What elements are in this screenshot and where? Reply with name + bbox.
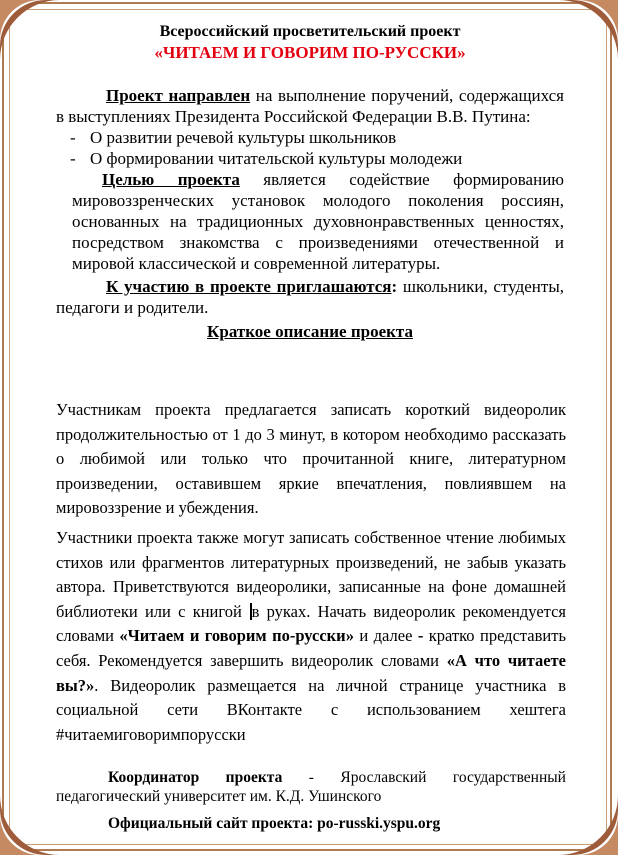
desc-text: Участники проекта также могут записать собственное чтение любимых стихов или фрагментов литературных произведений, не забыв указать автора. Приветствуются видеоролики, записанные на фоне домашней библиотеки или с книгой — [56, 527, 566, 621]
instructions-list — [56, 127, 564, 169]
intro-text: на выполнение поручений, содержащихся в выступлениях Президента Российской Федерации В.В. Путина: — [56, 86, 565, 126]
project-title: «ЧИТАЕМ И ГОВОРИМ ПО-РУССКИ» — [154, 43, 466, 62]
coordinator-lead: Координатор проекта — [108, 769, 283, 786]
desc-text: . Видеоролик размещается на личной странице участника в социальной сети ВКонтакте с использованием хештега #читаемиговоримпорусски — [56, 675, 566, 744]
desc-text: кратко представить себя. Рекомендуется завершить видеоролик словами — [56, 626, 566, 670]
intro-paragraph — [56, 85, 564, 127]
description-paragraph-1: Участникам проекта предлагается записать короткий видеоролик продолжительностью от 1 до 3 минут, в котором необходимо рассказать о любимой или только что прочитанной книге, литературном произведении, оставившем яркие впечатления, повлиявшем на мировоззрение и убеждения. — [56, 400, 566, 518]
goal-text: является содействие формированию мировоззренческих установок молодого поколения россиян, основанных на традиционных духовнонравственных ценностях, посредством знакомства с произведениями отечественной и мировой классической и современной литературы. — [72, 170, 564, 273]
participants-text: школьники, студенты, педагоги и родители. — [56, 277, 565, 317]
official-site: Официальный сайт проекта: po-russki.yspu.org — [108, 815, 441, 832]
description-heading: Краткое описание проекта — [207, 322, 413, 341]
participants-paragraph — [56, 276, 564, 318]
phrase-end: «А что читаете вы?» — [56, 650, 566, 695]
coordinator-block — [56, 768, 566, 806]
list-item: - О развитии речевой культуры школьников — [56, 127, 564, 148]
document-body — [56, 22, 564, 342]
project-type-heading: Всероссийский просветительский проект — [159, 23, 461, 40]
participants-lead: К участию в проекте приглашаются — [106, 277, 392, 296]
corner-ornament-top-left — [0, 0, 64, 64]
description-paragraph-2 — [56, 526, 566, 747]
corner-ornament-bottom-left — [0, 791, 64, 855]
desc-text: и далее — [353, 626, 418, 646]
phrase-start: «Читаем и говорим по-русски» — [119, 626, 354, 646]
coordinator-text: - Ярославский государственный педагогический университет им. К.Д. Ушинского — [56, 769, 566, 805]
dash: - — [417, 626, 424, 646]
list-item: - О формировании читательской культуры молодежи — [56, 148, 564, 169]
description-section — [56, 398, 566, 747]
participants-colon: : — [391, 277, 398, 296]
coordinator-paragraph — [56, 768, 566, 806]
goal-paragraph — [56, 169, 564, 274]
desc-text: в руках. Начать видеоролик рекомендуется словами — [56, 601, 566, 646]
goal-lead: Целью проекта — [102, 170, 240, 189]
intro-lead: Проект направлен — [106, 86, 251, 105]
